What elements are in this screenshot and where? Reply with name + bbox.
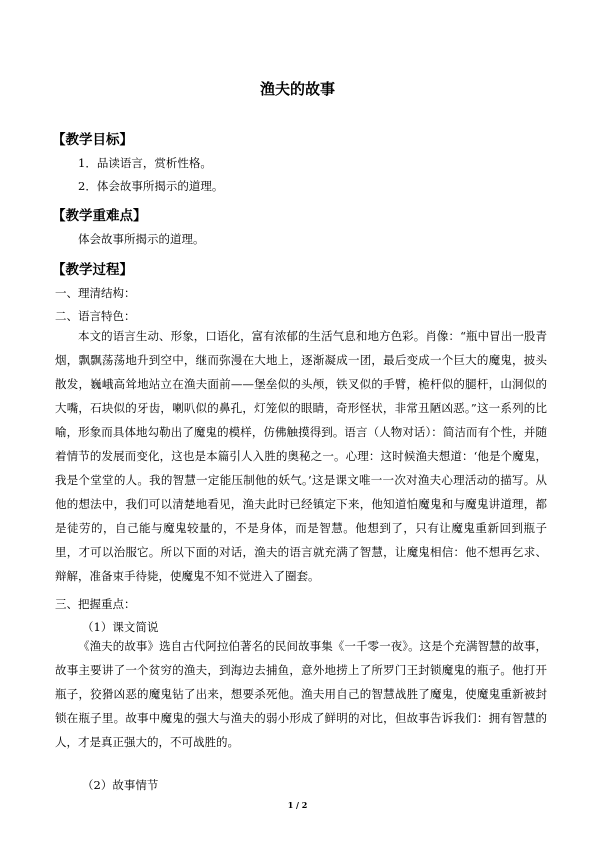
step-structure: 一、理清结构： (55, 286, 136, 300)
heading-teaching-goals: 【教学目标】 (52, 132, 133, 148)
subheading-plot: （2）故事情节 (82, 778, 159, 792)
keypoint-text: 体会故事所揭示的道理。 (78, 232, 205, 246)
page-number: 1 / 2 (287, 800, 308, 810)
subheading-summary: （1）课文简说 (82, 620, 159, 634)
heading-key-difficulties: 【教学重难点】 (52, 208, 147, 224)
goal-item-1: 1．品读语言，赏析性格。 (78, 156, 212, 170)
paragraph-language-features: 本文的语言生动、形象，口语化，富有浓郁的生活气息和地方色彩。肖像：“瓶中冒出一股青烟，飘飘荡荡地升到空中，继而弥漫在大地上，逐渐凝成一团，最后变成一个巨大的魔鬼，披头散发，巍峨高耸地站立在渔夫面前——堡垒似的头颅，铁叉似的手臂，桅杆似的腿杆，山洞似的大嘴，石块似的牙齿，喇叭似的鼻孔，灯笼似的眼睛，奇形怪状，非常丑陋凶恶。”这一系列的比喻，形象而具体地勾勒出了魔鬼的模样，仿佛触摸得到。语言（人物对话）：简洁而有个性，并随着情节的发展而变化，这也是本篇引人入胜的奥秘之一。心理：这时候渔夫想道：‘他是个魔鬼，我是个堂堂的人。我的智慧一定能压制他的妖气。’这是课文唯一一次对渔夫心理活动的描写。从他的想法中，我们可以清楚地看见，渔夫此时已经镇定下来，他知道怕魔鬼和与魔鬼讲道理，都是徒劳的，自己能与魔鬼较量的，不是身体，而是智慧。他想到了，只有让魔鬼重新回到瓶子里，才可以治服它。所以下面的对话，渔夫的语言就充满了智慧，让魔鬼相信：他不想再乞求、辩解，准备束手待毙，使魔鬼不知不觉进入了圈套。 (55, 329, 547, 583)
paragraph-story-summary: 《渔夫的故事》选自古代阿拉伯著名的民间故事集《一千零一夜》。这是个充满智慧的故事，故事主要讲了一个贫穷的渔夫，到海边去捕鱼，意外地捞上了所罗门王封锁魔鬼的瓶子。他打开瓶子，狡猾凶恶的魔鬼钻了出来，想要杀死他。渔夫用自己的智慧战胜了魔鬼，使魔鬼重新被封锁在瓶子里。故事中魔鬼的强大与渔夫的弱小形成了鲜明的对比，但故事告诉我们：拥有智慧的人，才是真正强大的，不可战胜的。 (55, 639, 547, 749)
heading-teaching-process: 【教学过程】 (52, 262, 133, 278)
step-key-points: 三、把握重点： (55, 597, 136, 611)
document-title: 渔夫的故事 (259, 80, 335, 98)
step-language: 二、语言特色： (55, 309, 136, 323)
goal-item-2: 2．体会故事所揭示的道理。 (78, 179, 224, 193)
